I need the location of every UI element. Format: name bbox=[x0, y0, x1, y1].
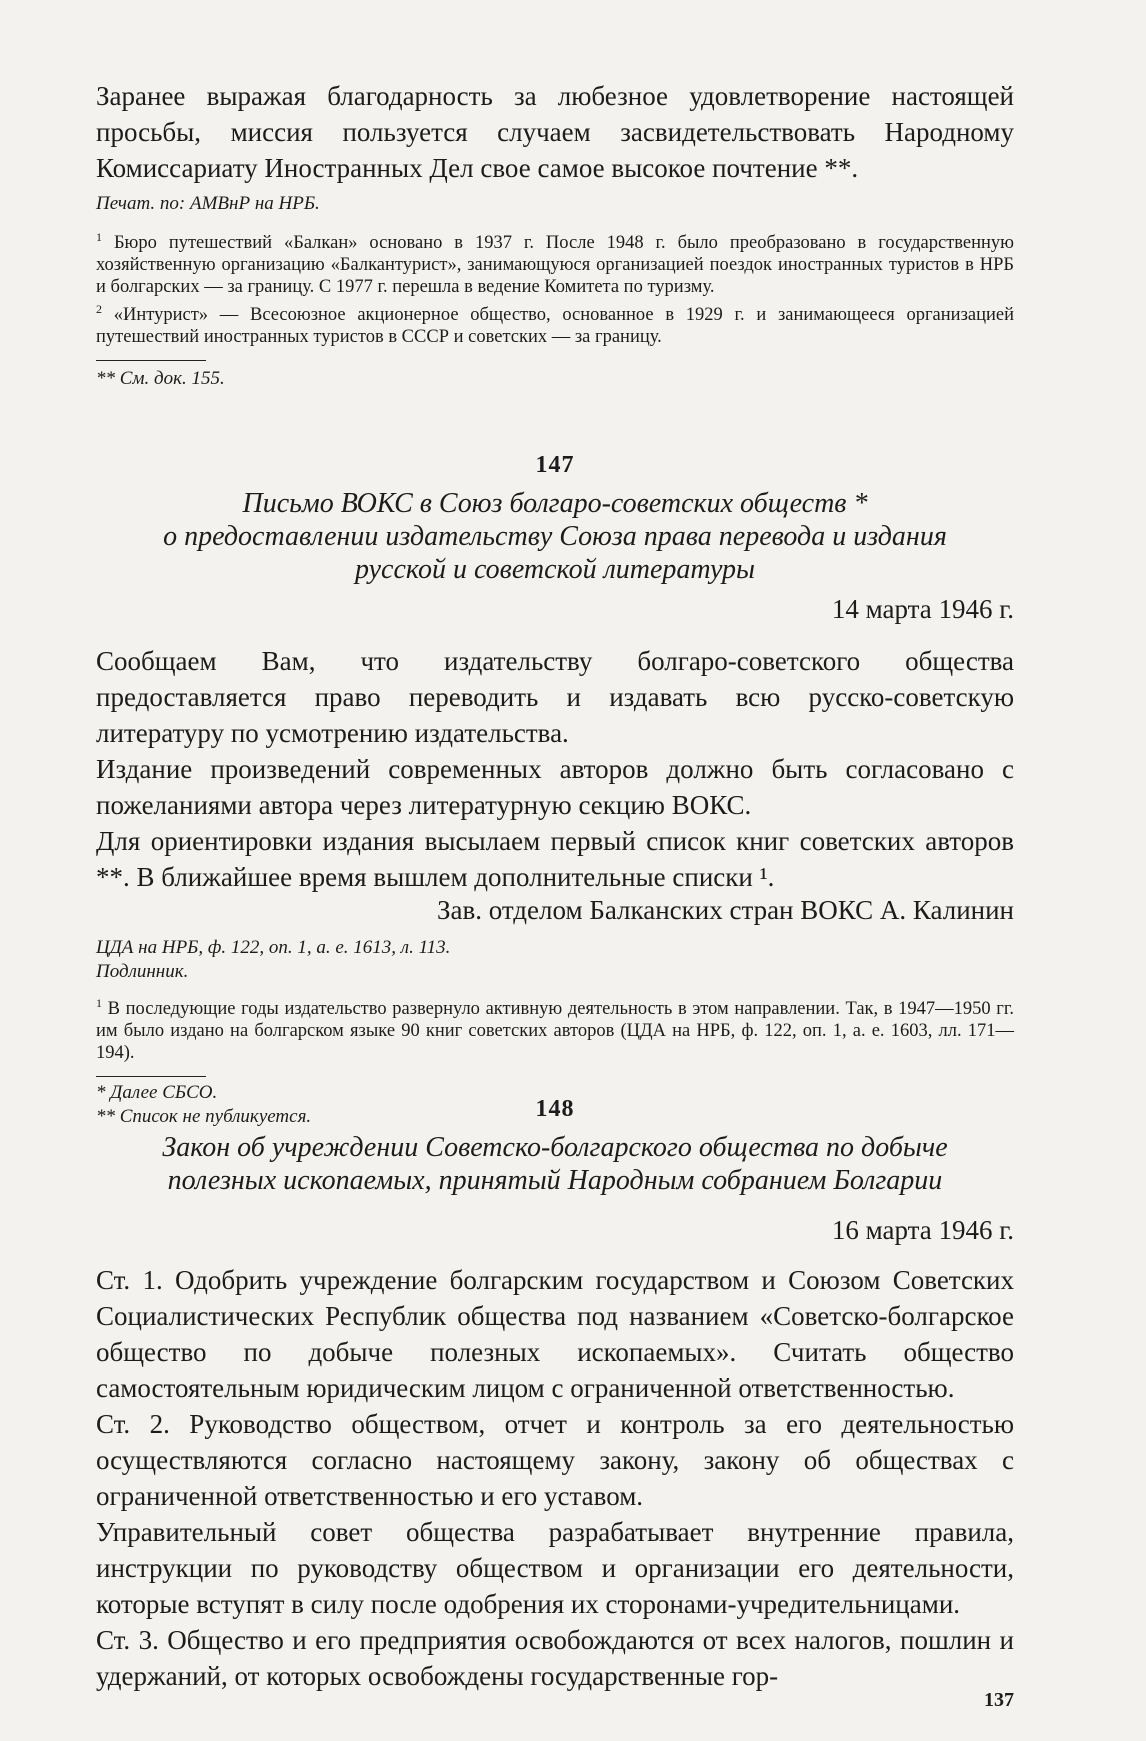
doc-number: 148 bbox=[535, 1096, 575, 1122]
doc-body bbox=[96, 643, 1014, 895]
star-note-2: ** Список не публикуется. bbox=[96, 1106, 312, 1128]
doc-title: Письмо ВОКС в Союз болгаро-советских обществ * о предоставлении издательству Союза права перевода и издания русской и советской литературы bbox=[163, 488, 947, 585]
document-148 bbox=[96, 1096, 1014, 1694]
doc-date: 16 марта 1946 г. bbox=[831, 1215, 1014, 1245]
paragraph: Для ориентировки издания высылаем первый список книг советских авторов **. В ближайшее время вышлем дополнительные списки ¹. bbox=[96, 826, 1014, 892]
footnote-divider bbox=[96, 1076, 206, 1077]
doc-body bbox=[96, 1262, 1014, 1694]
footnote-1: $^1$ В последующие годы издательство развернуло активную деятельность в этом направлении. Так, в 1947—1950 гг. им было издано на болгарском языке 90 книг советских авторов (ЦДА на НРБ, ф. 122, оп. 1, а. е. 1603, лл. 171—194). bbox=[96, 996, 1015, 1064]
doc-date: 14 марта 1946 г. bbox=[831, 594, 1014, 624]
paragraph: Управительный совет общества разрабатывает внутренние правила, инструкции по руководству обществом и организации его деятельности, которые вступят в силу после одобрения их сторонами-учредительницами. bbox=[96, 1517, 1014, 1619]
signature: Зав. отделом Балканских стран ВОКС А. Калинин bbox=[436, 895, 1014, 925]
top-footnotes bbox=[96, 226, 1014, 348]
closing-paragraph: Заранее выражая благодарность за любезное удовлетворение настоящей просьбы, миссия пользуется случаем засвидетельствовать Народному Комиссариату Иностранных Дел свое самое высокое почтение **. bbox=[96, 81, 1014, 183]
paragraph: Ст. 1. Одобрить учреждение болгарским государством и Союзом Советских Социалистических Республик общества под названием «Советско-болгарское общество по добыче полезных ископаемых». Считать общество самостоятельным юридическим лицом с ограниченной ответственностью. bbox=[96, 1265, 1014, 1403]
document-147 bbox=[96, 452, 1014, 1129]
star-note: ** См. док. 155. bbox=[96, 368, 225, 390]
paragraph: Сообщаем Вам, что издательству болгаро-советского общества предоставляется право переводить и издавать всю русско-советскую литературу по усмотрению издательства. bbox=[96, 646, 1014, 748]
top-section bbox=[96, 78, 1014, 391]
paragraph: Издание произведений современных авторов должно быть согласовано с пожеланиями автора через литературную секцию ВОКС. bbox=[96, 754, 1014, 820]
footnote-1: $^1$ Бюро путешествий «Балкан» основано в 1937 г. После 1948 г. было преобразовано в государственную хозяйственную организацию «Балкантурист», занимающуюся организацией поездок иностранных туристов в НРБ и болгарских — за границу. С 1977 г. перешла в ведение Комитета по туризму. bbox=[96, 230, 1014, 298]
star-note-1: * Далее СБСО. bbox=[96, 1082, 218, 1104]
archive-source: ЦДА на НРБ, ф. 122, оп. 1, а. е. 1613, л. 113. bbox=[96, 937, 451, 958]
footnote-2: $^2$ «Интурист» — Всесоюзное акционерное общество, основанное в 1929 г. и занимающееся организацией путешествий иностранных туристов в СССР и советских — за границу. bbox=[96, 302, 1015, 348]
print-source: Печат. по: АМВнР на НРБ. bbox=[96, 193, 320, 214]
paragraph: Ст. 2. Руководство обществом, отчет и контроль за его деятельностью осуществляются согласно настоящему закону, закону об обществах с ограниченной ответственностью и его уставом. bbox=[96, 1409, 1014, 1511]
archive-type: Подлинник. bbox=[96, 961, 189, 982]
paragraph: Ст. 3. Общество и его предприятия освобождаются от всех налогов, пошлин и удержаний, от которых освобождены государственные гор- bbox=[96, 1625, 1014, 1691]
footnote-divider bbox=[96, 360, 206, 361]
page-number: 137 bbox=[984, 1689, 1014, 1711]
doc-number: 147 bbox=[535, 452, 575, 478]
doc-title: Закон об учреждении Советско-болгарского общества по добыче полезных ископаемых, принятый Народным собранием Болгарии bbox=[162, 1132, 948, 1196]
